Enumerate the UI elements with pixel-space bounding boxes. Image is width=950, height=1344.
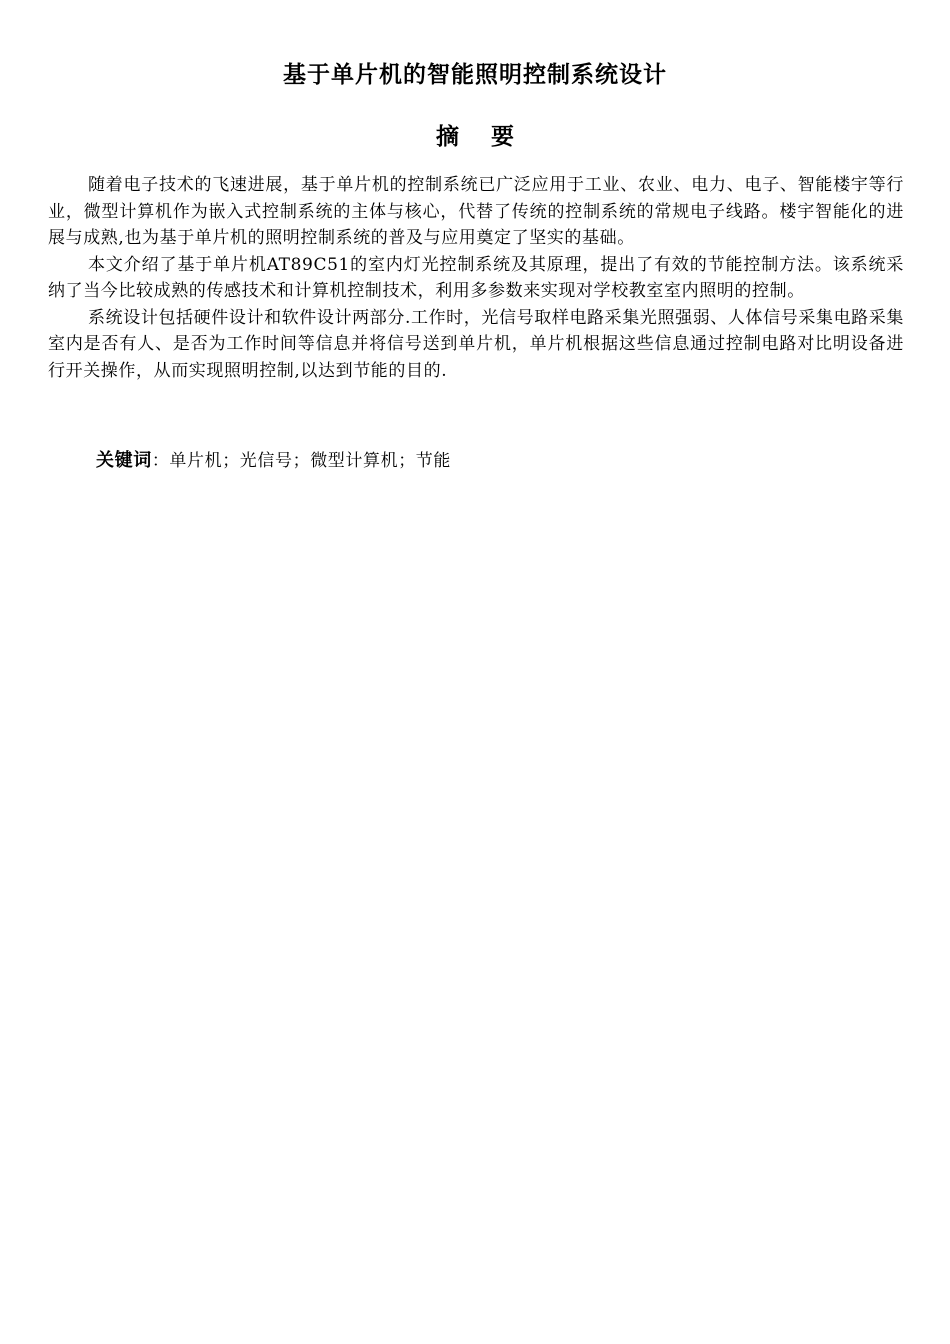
abstract-heading: 摘要 xyxy=(436,123,546,150)
keywords-label: 关键词 xyxy=(96,450,152,471)
abstract-paragraph: 系统设计包括硬件设计和软件设计两部分.工作时，光信号取样电路采集光照强弱、人体信号采集电路采集室内是否有人、是否为工作时间等信息并将信号送到单片机，单片机根据这些信息通过控制电路对比明设备进行开关操作，从而实现照明控制,以达到节能的目的. xyxy=(48,307,904,381)
document-title: 基于单片机的智能照明控制系统设计 xyxy=(283,61,667,88)
abstract-body xyxy=(48,172,904,384)
abstract-paragraph: 随着电子技术的飞速进展，基于单片机的控制系统已广泛应用于工业、农业、电力、电子、智能楼宇等行业，微型计算机作为嵌入式控制系统的主体与核心，代替了传统的控制系统的常规电子线路。楼宇智能化的进展与成熟,也为基于单片机的照明控制系统的普及与应用奠定了坚实的基础。 xyxy=(48,175,904,248)
keywords-text: ：单片机；光信号；微型计算机；节能 xyxy=(151,451,452,471)
abstract-paragraph: 本文介绍了基于单片机AT89C51的室内灯光控制系统及其原理，提出了有效的节能控制方法。该系统采纳了当今比较成熟的传感技术和计算机控制技术，利用多参数来实现对学校教室室内照明的控制。 xyxy=(48,254,904,301)
keywords-line xyxy=(96,448,451,474)
